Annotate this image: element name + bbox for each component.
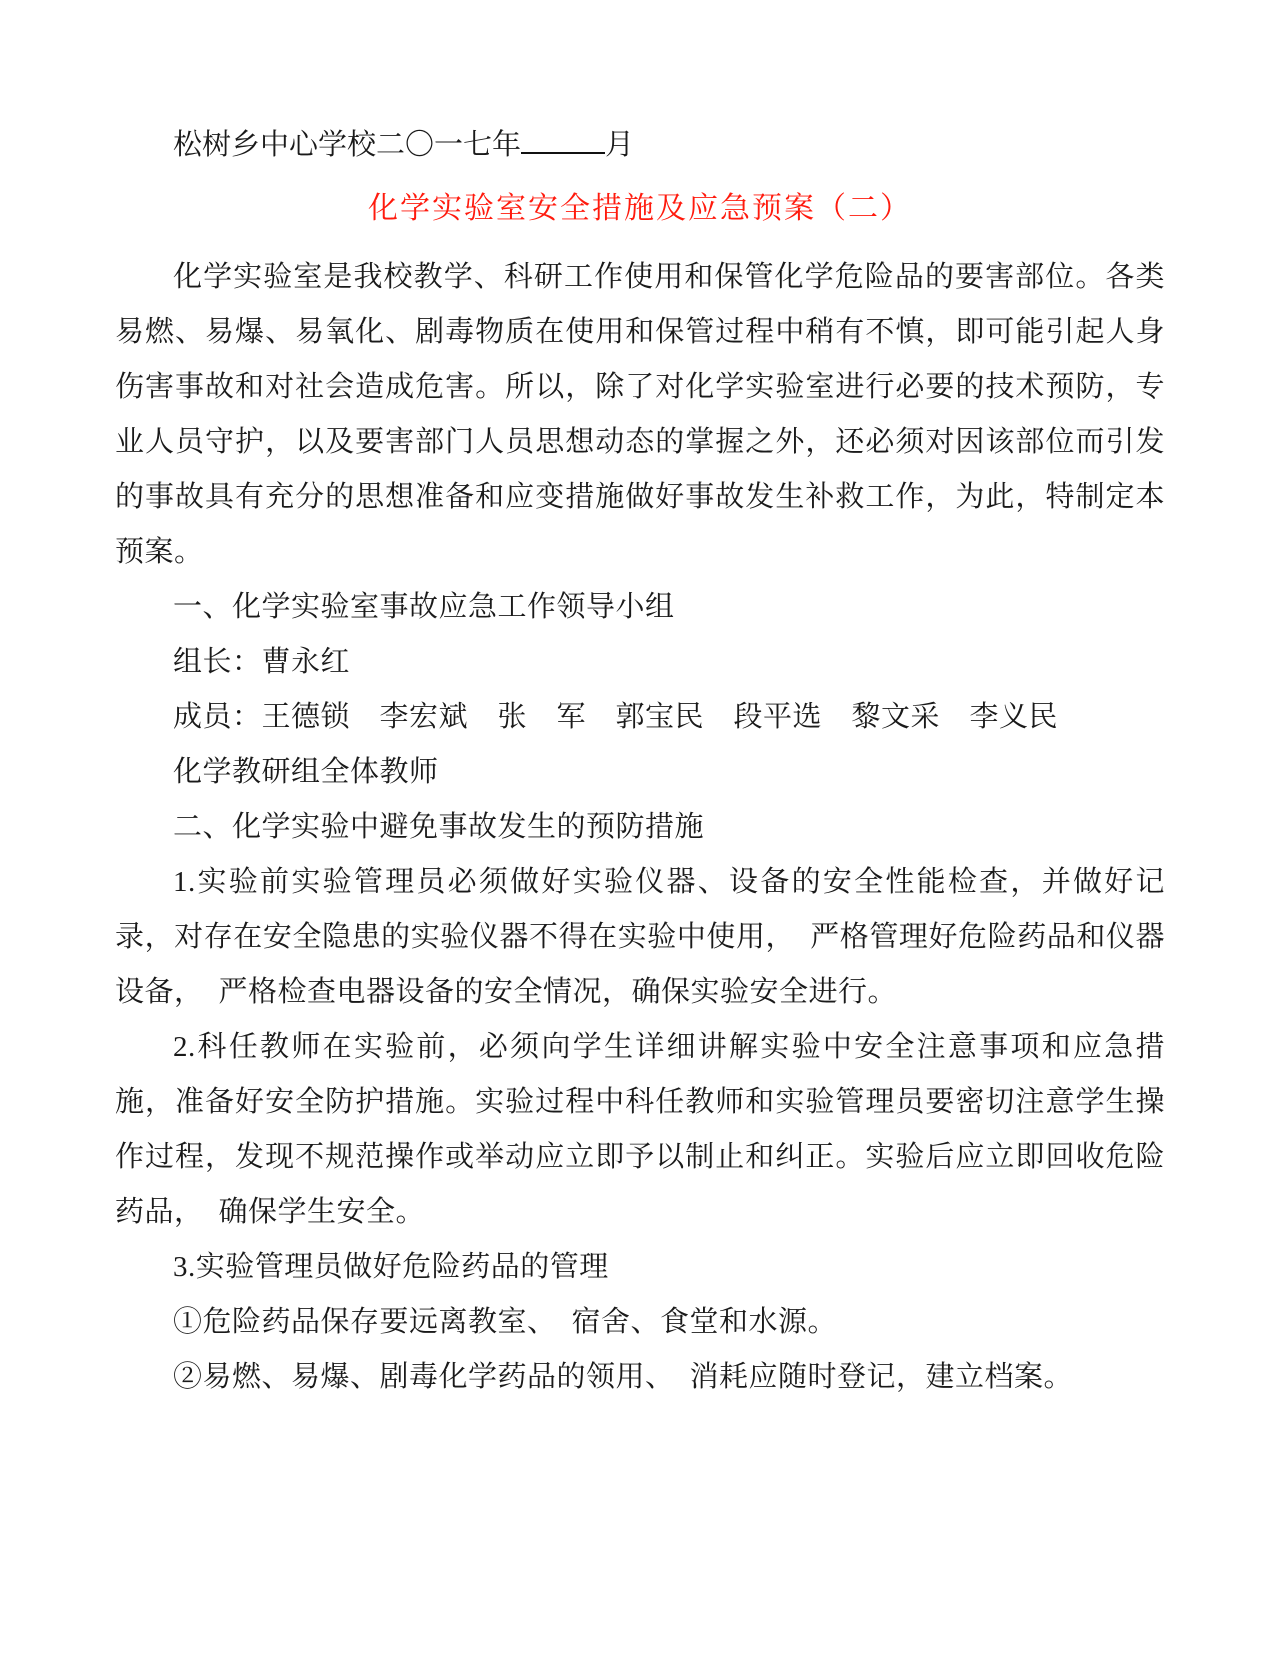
paragraph-intro: 化学实验室是我校教学、科研工作使用和保管化学危险品的要害部位。各类易燃、易爆、易氧化、剧毒物质在使用和保管过程中稍有不慎，即可能引起人身伤害事故和对社会造成危害。所以，除了对化学实验室进行必要的技术预防，专业人员守护，以及要害部门人员思想动态的掌握之外，还必须对因该部位而引发的事故具有充分的思想准备和应变措施做好事故发生补救工作，为此，特制定本预案。 [115,261,1165,568]
month-blank-underline [521,124,605,154]
date-line [115,118,1165,173]
document-title: 化学实验室安全措施及应急预案（二） [368,192,912,225]
paragraph-subitem-1: ①危险药品保存要远离教室、 宿舍、食堂和水源。 [173,1306,838,1338]
date-line-prefix: 松树乡中心学校二〇一七年 [173,129,522,161]
paragraph-leader: 组长：曹永红 [173,646,351,678]
paragraph-subitem-2: ②易燃、易爆、剧毒化学药品的领用、 消耗应随时登记，建立档案。 [173,1361,1074,1393]
paragraph-section-2-heading: 二、化学实验中避免事故发生的预防措施 [173,811,705,843]
paragraph-members: 成员：王德锁 李宏斌 张 军 郭宝民 段平选 黎文采 李义民 [173,701,1059,733]
paragraph-item-3: 3.实验管理员做好危险药品的管理 [173,1251,609,1283]
paragraph-item-2: 2.科任教师在实验前，必须向学生详细讲解实验中安全注意事项和应急措施，准备好安全防护措施。实验过程中科任教师和实验管理员要密切注意学生操作过程，发现不规范操作或举动应立即予以制止和纠正。实验后应立即回收危险药品， 确保学生安全。 [115,1031,1165,1228]
paragraph-members-extra: 化学教研组全体教师 [173,756,439,788]
paragraph-item-1: 1.实验前实验管理员必须做好实验仪器、设备的安全性能检查，并做好记录，对存在安全隐患的实验仪器不得在实验中使用， 严格管理好危险药品和仪器设备， 严格检查电器设备的安全情况，确保实验安全进行。 [115,866,1165,1008]
paragraph-section-1-heading: 一、化学实验室事故应急工作领导小组 [173,591,675,623]
date-line-suffix: 月 [605,129,635,161]
